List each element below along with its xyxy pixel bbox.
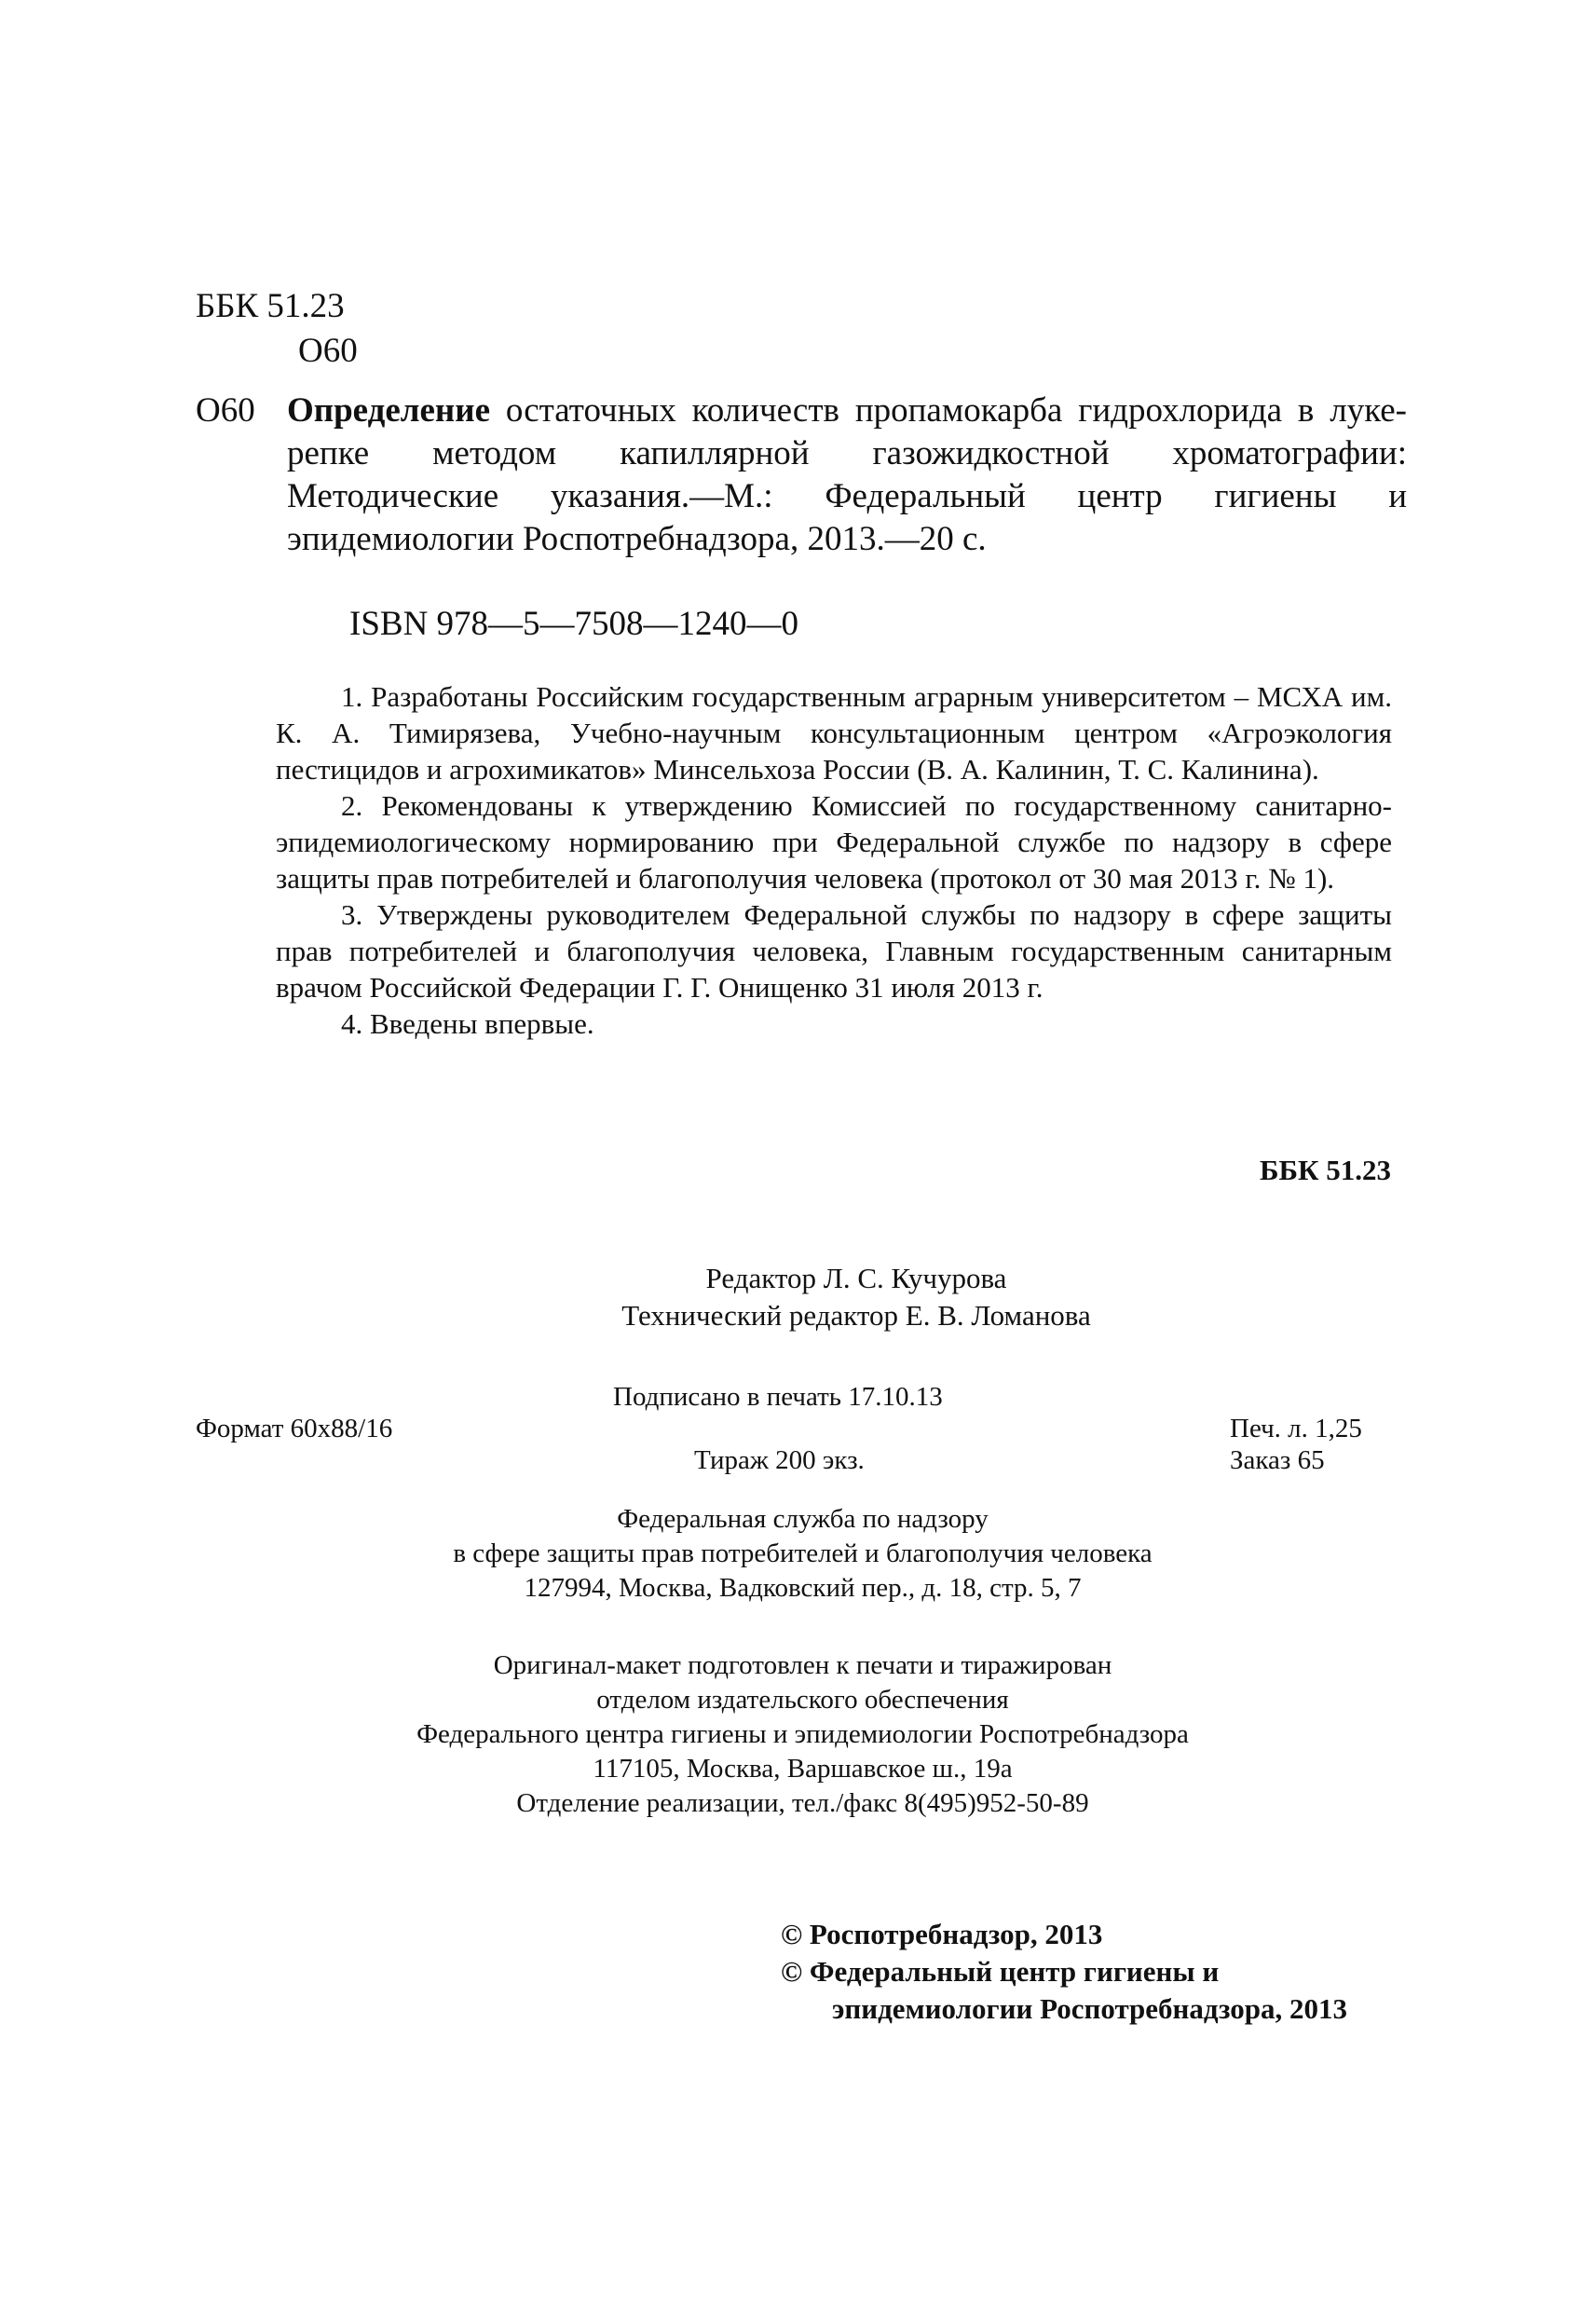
note-item: 3. Утверждены руководителем Федеральной службы по надзору в сфере защиты прав потребителей и благополучия человека, Главным государственным санитарным врачом Российской Федерации Г. Г. Онищенко 31 июля 2013 г. bbox=[276, 898, 1392, 1004]
editor: Редактор Л. С. Кучурова bbox=[705, 1262, 1007, 1294]
isbn: ISBN 978—5—7508—1240—0 bbox=[349, 605, 799, 643]
producer-line: отделом издательского обеспечения bbox=[596, 1685, 1009, 1715]
bibliographic-entry bbox=[196, 390, 1407, 561]
publisher-line: 127994, Москва, Вадковский пер., д. 18, стр. 5, 7 bbox=[524, 1573, 1082, 1603]
note-item: 2. Рекомендованы к утверждению Комиссией по государственному санитарно-эпидемиологическому нормированию при Федеральной службе по надзору в сфере защиты прав потребителей и благополучия человека (протокол от 30 мая 2013 г. № 1). bbox=[276, 789, 1392, 895]
print-run: Тираж 200 экз. bbox=[694, 1445, 865, 1475]
entry-body bbox=[287, 390, 1407, 561]
signed-for-print: Подписано в печать 17.10.13 bbox=[613, 1382, 943, 1412]
editors-block bbox=[0, 1260, 1596, 1334]
publisher-line: Федеральная служба по надзору bbox=[617, 1504, 989, 1534]
producer-block bbox=[0, 1648, 1596, 1821]
copyright-line: © Федеральный центр гигиены и bbox=[781, 1955, 1220, 1988]
producer-line: 117105, Москва, Варшавское ш., 19а bbox=[593, 1754, 1013, 1784]
note-item: 1. Разработаны Российским государственным аграрным университетом – МСХА им. К. А. Тимирязева, Учебно-научным консультационным центром «Агроэкология пестицидов и агрохимикатов» Минсельхоза России (В. А. Калинин, Т. С. Калинина). bbox=[276, 680, 1392, 786]
author-sign: О60 bbox=[298, 332, 358, 370]
producer-line: Отделение реализации, тел./факс 8(495)952-50-89 bbox=[516, 1788, 1089, 1818]
bbk-code: ББК 51.23 bbox=[196, 287, 345, 325]
copyright-block bbox=[781, 1916, 1347, 2028]
note-item: 4. Введены впервые. bbox=[341, 1007, 594, 1040]
entry-lead-word: Определение bbox=[287, 391, 490, 430]
copyright-line: © Роспотребнадзор, 2013 bbox=[781, 1918, 1103, 1950]
publisher-line: в сфере защиты прав потребителей и благополучия человека bbox=[453, 1538, 1153, 1568]
development-notes bbox=[276, 678, 1392, 1042]
tech-editor: Технический редактор Е. В. Ломанова bbox=[621, 1299, 1091, 1332]
copyright-line: эпидемиологии Роспотребнадзора, 2013 bbox=[832, 1992, 1347, 2025]
producer-line: Оригинал-макет подготовлен к печати и тиражирован bbox=[493, 1650, 1112, 1680]
order-number: Заказ 65 bbox=[1230, 1445, 1325, 1475]
publisher-block bbox=[0, 1502, 1596, 1606]
entry-author-sign: О60 bbox=[196, 391, 255, 430]
print-sheets: Печ. л. 1,25 bbox=[1230, 1414, 1362, 1443]
entry-text: остаточных количеств пропамокарба гидрохлорида в луке-репке методом капиллярной газожидкостной хроматографии: Методические указания.—М.: Федеральный центр гигиены и эпидемиологии Роспотребнадзора, 2013.—20 с. bbox=[287, 391, 1407, 558]
paper-format: Формат 60х88/16 bbox=[196, 1414, 393, 1443]
producer-line: Федерального центра гигиены и эпидемиологии Роспотребнадзора bbox=[416, 1719, 1189, 1749]
bbk-code-bottom: ББК 51.23 bbox=[1260, 1154, 1391, 1186]
